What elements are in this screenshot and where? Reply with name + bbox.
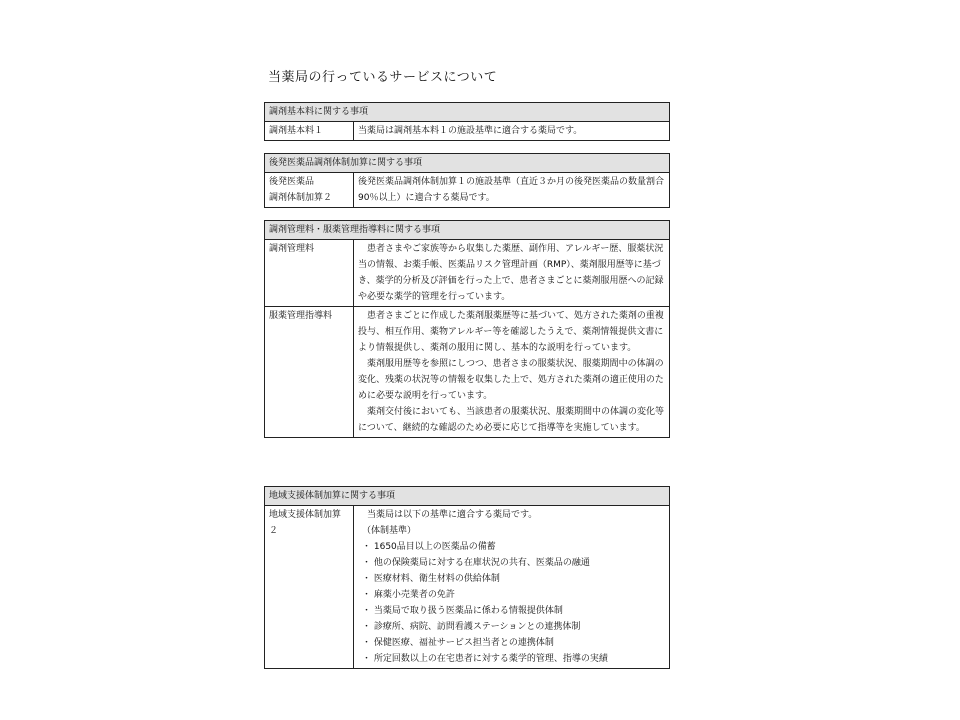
- list-item: ・ 1650品目以上の医薬品の備蓄: [362, 539, 665, 555]
- table-row: [265, 173, 670, 208]
- table-row: [265, 307, 670, 438]
- table-row: [265, 506, 670, 669]
- list-item: ・ 所定回数以上の在宅患者に対する薬学的管理、指導の実績: [362, 651, 665, 667]
- row-label-line2: 調剤体制加算２: [269, 193, 333, 203]
- section-header: 後発医薬品調剤体制加算に関する事項: [265, 154, 670, 173]
- list-item: ・ 麻薬小売業者の免許: [362, 587, 665, 603]
- section-header: 調剤管理料・服薬管理指導料に関する事項: [265, 221, 670, 240]
- section-header: 地域支援体制加算に関する事項: [265, 487, 670, 506]
- intro-text: 当薬局は以下の基準に適合する薬局です。: [367, 510, 538, 520]
- paragraph: 薬剤服用歴等を参照にしつつ、患者さまの服薬状況、服薬期間中の体調の変化、残薬の状況等の情報を収集した上で、処方された薬剤の適正使用のために必要な説明を行っています。: [358, 359, 664, 401]
- row-label-line1: 後発医薬品: [269, 177, 315, 187]
- table-generic-drug-addition: [264, 153, 670, 208]
- criteria-title: （体制基準）: [362, 526, 417, 536]
- page-title: 当薬局の行っているサービスについて: [268, 70, 498, 85]
- row-content: 当薬局は調剤基本料１の施設基準に適合する薬局です。: [354, 122, 670, 141]
- row-content: [354, 307, 670, 438]
- section-header: 調剤基本料に関する事項: [265, 103, 670, 122]
- row-label: 調剤基本料１: [265, 122, 354, 141]
- row-content: 後発医薬品調剤体制加算１の施設基準（直近３か月の後発医薬品の数量割合90％以上）に適合する薬局です。: [354, 173, 670, 208]
- row-label: [265, 173, 354, 208]
- row-label: [265, 506, 354, 669]
- row-content: 患者さまやご家族等から収集した薬歴、副作用、アレルギー歴、服薬状況当の情報、お薬手帳、医薬品リスク管理計画（RMP）、薬剤服用歴等に基づき、薬学的分析及び評価を行った上で、患者さまごとに薬剤服用歴への記録や必要な薬学的管理を行っています。: [354, 240, 670, 307]
- list-item: ・ 保健医療、福祉サービス担当者との連携体制: [362, 635, 665, 651]
- criteria-list: [358, 539, 665, 667]
- table-dispensing-management: [264, 220, 670, 438]
- list-item: ・ 当薬局で取り扱う医薬品に係わる情報提供体制: [362, 603, 665, 619]
- list-item: ・ 診療所、病院、訪問看護ステーションとの連携体制: [362, 619, 665, 635]
- table-basic-dispensing-fee: [264, 102, 670, 141]
- paragraph: 患者さまごとに作成した薬剤服薬歴等に基づいて、処方された薬剤の重複投与、相互作用、薬物アレルギー等を確認したうえで、薬剤情報提供文書により情報提供し、薬剤の服用に関し、基本的な説明を行っています。: [358, 311, 664, 353]
- row-label-line2: ２: [269, 526, 279, 536]
- table-row: [265, 240, 670, 307]
- list-item: ・ 医療材料、衛生材料の供給体制: [362, 571, 665, 587]
- table-community-support: [264, 486, 670, 669]
- row-content: [354, 506, 670, 669]
- list-item: ・ 他の保険薬局に対する在庫状況の共有、医薬品の融通: [362, 555, 665, 571]
- row-label-line1: 地域支援体制加算: [269, 510, 342, 520]
- row-label: 調剤管理料: [265, 240, 354, 307]
- paragraph: 薬剤交付後においても、当該患者の服薬状況、服薬期間中の体調の変化等について、継続的な確認のため必要に応じて指導等を実施しています。: [358, 407, 665, 433]
- row-label: 服薬管理指導料: [265, 307, 354, 438]
- table-row: [265, 122, 670, 141]
